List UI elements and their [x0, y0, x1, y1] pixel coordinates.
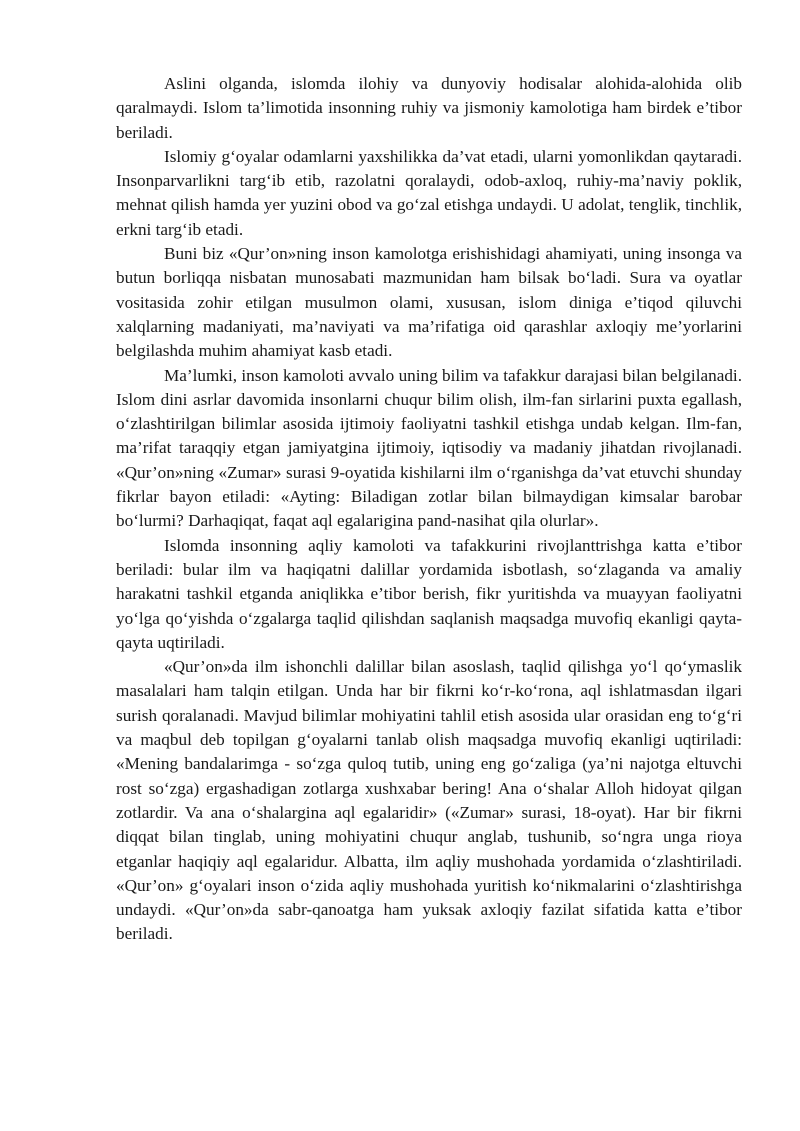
paragraph-4: Ma’lumki, inson kamoloti avvalo uning bilim va tafakkur darajasi bilan belgilanadi. Islom dini asrlar davomida insonlarni chuqur bilim olish, ilm-fan sirlarini puxta egallash, o‘zlashtirilgan bilimlar asosida ijtimoiy faoliyatni tashkil etishga undab kelgan. Ilm-fan, ma’rifat taraqqiy etgan jamiyatgina ijtimoiy, iqtisodiy va madaniy jihatdan rivojlanadi. «Qur’on»ning «Zumar» surasi 9-oyatida kishilarni ilm o‘rganishga da’vat etuvchi shunday fikrlar bayon etiladi: «Ayting: Biladigan zotlar bilan bilmaydigan kimsalar barobar bo‘lurmi? Darhaqiqat, faqat aql egalarigina pand-nasihat qila olurlar». — [116, 365, 742, 531]
paragraph-1: Aslini olganda, islomda ilohiy va dunyoviy hodisalar alohida-alohida olib qaralmaydi. Islom ta’limotida insonning ruhiy va jismoniy kamolotiga ham birdek e’tibor beriladi. — [116, 74, 742, 142]
paragraph-5: Islomda insonning aqliy kamoloti va tafakkurini rivojlanttrishga katta e’tibor beriladi: bular ilm va haqiqatni dalillar yordamida isbotlash, so‘zlaganda va amaliy harakatni tashkil etganda aniqlikka e’tibor berish, fikr yuritishda va muayyan faoliyatni yo‘lga qo‘yishda o‘zgalarga taqlid qilishdan saqlanish maqsadga muvofiq ekanligi qayta-qayta uqtiriladi. — [116, 535, 742, 652]
paragraph-6: «Qur’on»da ilm ishonchli dalillar bilan asoslash, taqlid qilishga yo‘l qo‘ymaslik masalalari ham talqin etilgan. Unda har bir fikrni ko‘r-ko‘rona, aql ishlatmasdan ilgari surish qoralanadi. Mavjud bilimlar mohiyatini tahlil etish asosida ular orasidan eng to‘g‘ri va maqbul deb topilgan g‘oyalarni tanlab olish maqsadga muvofiq ekanligi uqtiriladi: «Mening bandalarimga - so‘zga quloq tutib, uning eng go‘zaliga (ya’ni najotga eltuvchi rost so‘zga) ergashadigan zotlarga xushxabar bering! Ana o‘shalar Alloh hidoyat qilgan zotlardir. Va ana o‘shalargina aql egalaridir» («Zumar» surasi, 18-oyat). Har bir fikrni diqqat bilan tinglab, uning mohiyatini chuqur anglab, tushunib, so‘ngra unga rioya etganlar haqiqiy aql egalaridur. Albatta, ilm aqliy mushohada yordamida o‘zlashtiriladi. «Qur’on» g‘oyalari inson o‘zida aqliy mushohada yuritish ko‘nikmalarini o‘zlashtirishga undaydi. «Qur’on»da sabr-qanoatga ham yuksak axloqiy fazilat sifatida katta e’tibor beriladi. — [116, 657, 742, 944]
paragraph-2: Islomiy g‘oyalar odamlarni yaxshilikka da’vat etadi, ularni yomonlikdan qaytaradi. Insonparvarlikni targ‘ib etib, razolatni qoralaydi, odob-axloq, ruhiy-ma’naviy poklik, mehnat qilish hamda yer yuzini obod va go‘zal etishga undaydi. U adolat, tenglik, tinchlik, erkni targ‘ib etadi. — [116, 146, 742, 239]
document-page — [116, 72, 742, 947]
paragraph-3: Buni biz «Qur’on»ning inson kamolotga erishishidagi ahamiyati, uning insonga va butun borliqqa nisbatan munosabati mazmunidan ham bilsak bo‘ladi. Sura va oyatlar vositasida zohir etilgan musulmon olami, xususan, islom diniga e’tiqod qiluvchi xalqlarning madaniyati, ma’naviyati va ma’rifatiga oid qarashlar axloqiy me’yorlarini belgilashda muhim ahamiyat kasb etadi. — [116, 244, 742, 361]
